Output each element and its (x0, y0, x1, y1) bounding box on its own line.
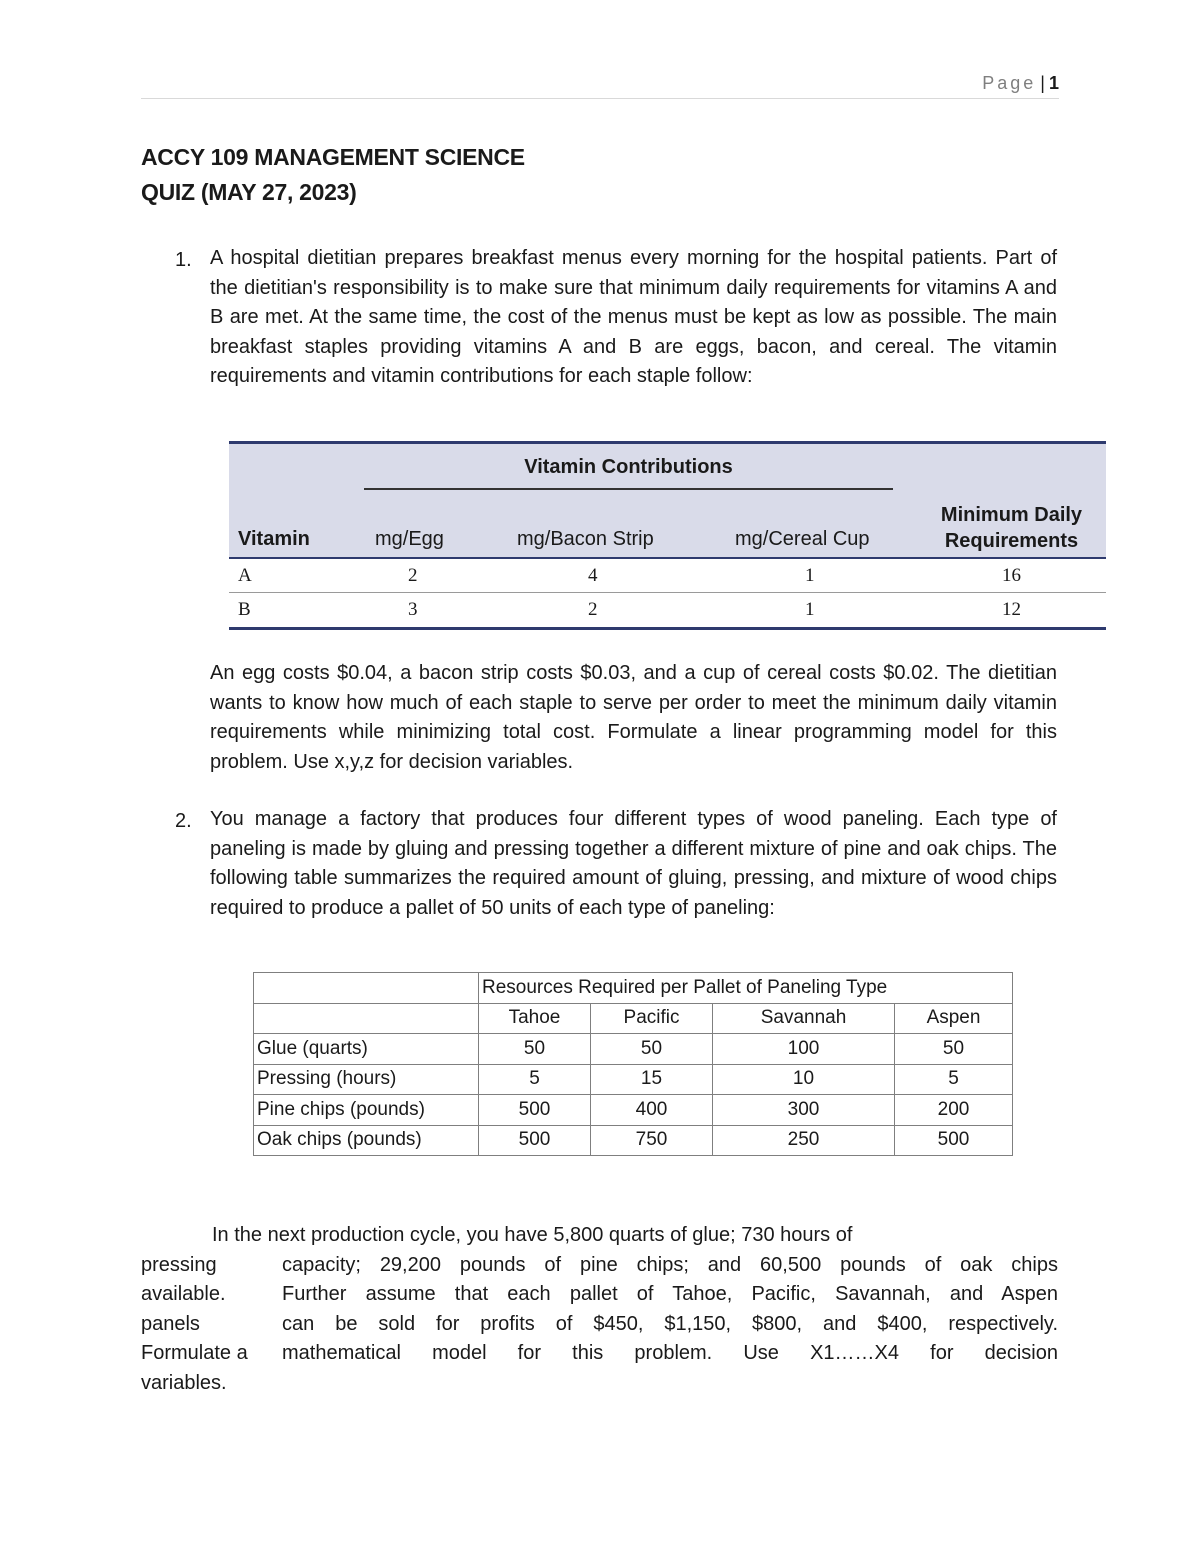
vitamin-contributions-header: Vitamin Contributions (524, 456, 733, 478)
cell: 400 (591, 1095, 713, 1126)
cell-bacon: 4 (588, 565, 598, 586)
row-label: Glue (quarts) (254, 1034, 479, 1065)
table-row (229, 559, 1106, 593)
closing-text: mathematical model for this problem. Use X1……X4 for decision (282, 1342, 1058, 1364)
closing-lead: panels (141, 1312, 200, 1335)
row-label: Pressing (hours) (254, 1064, 479, 1095)
cell-cereal: 1 (805, 565, 815, 586)
cell: 750 (591, 1125, 713, 1156)
closing-text: can be sold for profits of $450, $1,150, $800, and $400, respectively. (282, 1312, 1058, 1335)
closing-lead: Formulate a (141, 1342, 248, 1364)
col-pacific: Pacific (591, 1003, 713, 1034)
closing-line: variables. (141, 1371, 227, 1394)
table-row (254, 1034, 1013, 1065)
cell: 50 (479, 1034, 591, 1065)
q1-intro: A hospital dietitian prepares breakfast menus every morning for the hospital patients. Part of the dietitian's responsibility is to make sure that minimum daily requirements for vitamins A and B are met. At the same time, the cost of the menus must be kept as low as possible. The main breakfast staples providing vitamins A and B are eggs, bacon, and cereal. The vitamin requirements and vitamin contributions for each staple follow: (210, 247, 1057, 387)
page-number-value: 1 (1048, 73, 1059, 93)
col-tahoe: Tahoe (479, 1003, 591, 1034)
col-cereal: mg/Cereal Cup (735, 528, 870, 550)
cell: 250 (713, 1125, 895, 1156)
closing-line (141, 1280, 1058, 1310)
col-requirements (917, 502, 1106, 554)
cell: 5 (479, 1064, 591, 1095)
cell-vitamin: B (238, 599, 251, 620)
col-vitamin: Vitamin (238, 528, 310, 550)
q2-closing (141, 1221, 1058, 1398)
col-requirements-line1: Minimum Daily (940, 504, 1083, 526)
cell: 500 (479, 1095, 591, 1126)
table-row (254, 1003, 1013, 1034)
col-bacon: mg/Bacon Strip (517, 528, 654, 550)
header-rule (364, 488, 893, 490)
table-row (254, 1064, 1013, 1095)
course-title: ACCY 109 MANAGEMENT SCIENCE (141, 144, 525, 170)
cell-egg: 3 (408, 599, 418, 620)
resources-header: Resources Required per Pallet of Paneling Type (479, 973, 1013, 1004)
q1-number: 1. (175, 249, 192, 271)
closing-line (141, 1339, 1058, 1369)
closing-lead: pressing (141, 1253, 217, 1276)
quiz-title: QUIZ (MAY 27, 2023) (141, 179, 357, 205)
table-row (254, 1125, 1013, 1156)
table-row (254, 973, 1013, 1004)
cell: 10 (713, 1064, 895, 1095)
col-requirements-line2: Requirements (944, 530, 1079, 552)
empty-cell (254, 1003, 479, 1034)
paneling-table (253, 972, 1013, 1156)
col-savannah: Savannah (713, 1003, 895, 1034)
cell-req: 16 (1002, 565, 1021, 586)
col-aspen: Aspen (895, 1003, 1013, 1034)
col-egg: mg/Egg (375, 528, 444, 550)
q1-followup: An egg costs $0.04, a bacon strip costs $0.03, and a cup of cereal costs $0.02. The dietitian wants to know how much of each staple to serve per order to meet the minimum daily vitamin requirements while minimizing total cost. Formulate a linear programming model for this problem. Use x,y,z for decision variables. (210, 662, 1057, 773)
q2-number: 2. (175, 810, 192, 832)
cell: 5 (895, 1064, 1013, 1095)
table-row (229, 593, 1106, 630)
cell: 500 (479, 1125, 591, 1156)
table-row (254, 1095, 1013, 1126)
page-number: Page | 1 (982, 73, 1059, 93)
cell: 200 (895, 1095, 1013, 1126)
cell-egg: 2 (408, 565, 418, 586)
cell: 50 (895, 1034, 1013, 1065)
closing-line (141, 1251, 1058, 1281)
vitamin-table (229, 441, 1106, 629)
cell-cereal: 1 (805, 599, 815, 620)
closing-line (141, 1310, 1058, 1340)
page-header (141, 70, 1059, 99)
cell: 50 (591, 1034, 713, 1065)
closing-text: Further assume that each pallet of Tahoe, Pacific, Savannah, and Aspen (282, 1283, 1058, 1305)
cell: 15 (591, 1064, 713, 1095)
row-label: Pine chips (pounds) (254, 1095, 479, 1126)
closing-text: capacity; 29,200 pounds of pine chips; and 60,500 pounds of oak chips (282, 1253, 1058, 1276)
empty-cell (254, 973, 479, 1004)
page-label: Page (982, 73, 1037, 93)
cell-vitamin: A (238, 565, 252, 586)
closing-line: In the next production cycle, you have 5,800 quarts of glue; 730 hours of (212, 1224, 853, 1246)
q2-intro: You manage a factory that produces four different types of wood paneling. Each type of paneling is made by gluing and pressing together a different mixture of pine and oak chips. The following table summarizes the required amount of gluing, pressing, and mixture of wood chips required to produce a pallet of 50 units of each type of paneling: (210, 808, 1057, 919)
cell: 500 (895, 1125, 1013, 1156)
vitamin-table-header (229, 441, 1106, 559)
cell: 100 (713, 1034, 895, 1065)
row-label: Oak chips (pounds) (254, 1125, 479, 1156)
cell-req: 12 (1002, 599, 1021, 620)
closing-lead: available. (141, 1283, 226, 1305)
cell: 300 (713, 1095, 895, 1126)
cell-bacon: 2 (588, 599, 598, 620)
